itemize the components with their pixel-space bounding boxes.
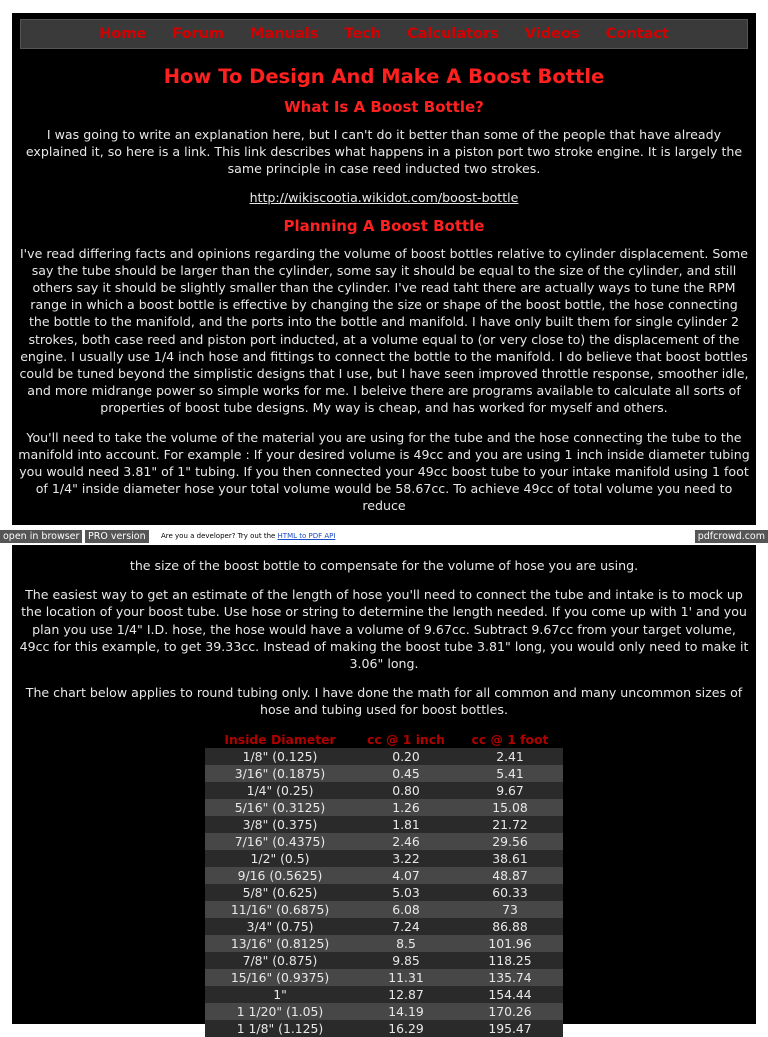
cell-cc-per-inch: 8.5: [355, 935, 457, 952]
table-row: [205, 969, 563, 986]
header-cc-per-foot: cc @ 1 foot: [471, 731, 549, 747]
nav-forum-link[interactable]: Forum: [172, 26, 225, 42]
table-row: [205, 986, 563, 1003]
header-inside-diameter: Inside Diameter: [224, 731, 336, 747]
cell-cc-per-foot: 29.56: [457, 833, 563, 850]
cell-cc-per-foot: 86.88: [457, 918, 563, 935]
pro-version-button[interactable]: PRO version: [85, 530, 149, 543]
section-heading-planning: Planning A Boost Bottle: [283, 216, 485, 235]
cell-cc-per-foot: 101.96: [457, 935, 563, 952]
planning-paragraph-2-continued: the size of the boost bottle to compensate for the volume of hose you are using.: [129, 558, 639, 573]
cell-cc-per-foot: 15.08: [457, 799, 563, 816]
cell-cc-per-foot: 135.74: [457, 969, 563, 986]
top-nav: [20, 19, 748, 49]
cell-cc-per-inch: 2.46: [355, 833, 457, 850]
nav-tech-link[interactable]: Tech: [344, 26, 382, 42]
cell-inside-diameter: 5/8" (0.625): [205, 884, 355, 901]
table-row: [205, 884, 563, 901]
cell-cc-per-foot: 5.41: [457, 765, 563, 782]
cell-inside-diameter: 3/16" (0.1875): [205, 765, 355, 782]
nav-home-link[interactable]: Home: [99, 26, 147, 42]
cell-cc-per-foot: 73: [457, 901, 563, 918]
table-row: [205, 816, 563, 833]
cell-cc-per-foot: 21.72: [457, 816, 563, 833]
cell-cc-per-inch: 3.22: [355, 850, 457, 867]
table-row: [205, 782, 563, 799]
page-2: [12, 545, 756, 1036]
cell-inside-diameter: 5/16" (0.3125): [205, 799, 355, 816]
table-body: [205, 748, 563, 1037]
cell-cc-per-foot: 195.47: [457, 1020, 563, 1037]
section-heading-what-is: What Is A Boost Bottle?: [284, 98, 484, 116]
table-row: [205, 850, 563, 867]
cell-cc-per-inch: 6.08: [355, 901, 457, 918]
cell-inside-diameter: 7/8" (0.875): [205, 952, 355, 969]
nav-calculators-link[interactable]: Calculators: [407, 26, 499, 42]
cell-inside-diameter: 1/4" (0.25): [205, 782, 355, 799]
cell-inside-diameter: 13/16" (0.8125): [205, 935, 355, 952]
pdfcrowd-footer: [0, 529, 768, 543]
cell-inside-diameter: 1/8" (0.125): [205, 748, 355, 765]
cell-inside-diameter: 15/16" (0.9375): [205, 969, 355, 986]
cell-cc-per-inch: 5.03: [355, 884, 457, 901]
cell-inside-diameter: 11/16" (0.6875): [205, 901, 355, 918]
cell-inside-diameter: 1/2" (0.5): [205, 850, 355, 867]
cell-cc-per-foot: 38.61: [457, 850, 563, 867]
what-is-paragraph: I was going to write an explanation here, but I can't do it better than some of the people that have already explained it, so here is a link. This link describes what happens in a piston port two stroke engine. It is largely the same principle in case reed inducted two strokes.: [25, 127, 743, 177]
table-row: [205, 833, 563, 850]
cell-cc-per-foot: 154.44: [457, 986, 563, 1003]
boost-bottle-link[interactable]: http://wikiscootia.wikidot.com/boost-bottle: [249, 189, 519, 205]
table-row: [205, 935, 563, 952]
header-cc-per-inch: cc @ 1 inch: [367, 731, 445, 747]
cell-inside-diameter: 1 1/20" (1.05): [205, 1003, 355, 1020]
tubing-volume-table: [205, 731, 563, 1037]
table-row: [205, 918, 563, 935]
cell-inside-diameter: 1": [205, 986, 355, 1003]
table-row: [205, 748, 563, 765]
cell-cc-per-inch: 0.80: [355, 782, 457, 799]
table-row: [205, 765, 563, 782]
cell-cc-per-inch: 1.26: [355, 799, 457, 816]
cell-cc-per-inch: 16.29: [355, 1020, 457, 1037]
open-in-browser-button[interactable]: open in browser: [0, 530, 82, 543]
cell-cc-per-foot: 118.25: [457, 952, 563, 969]
planning-paragraph-4: The chart below applies to round tubing only. I have done the math for all common and many uncommon sizes of hose and tubing used for boost bottles.: [25, 685, 743, 718]
planning-paragraph-1: I've read differing facts and opinions regarding the volume of boost bottles relative to cylinder displacement. Some say the tube should be larger than the cylinder, some say it should be equal to the size of the cylinder, and still others say it should be slightly smaller than the cylinder. I've read taht there are actually ways to tune the RPM range in which a boost bottle is effective by changing the size or shape of the boost bottle, the hose connecting the bottle to the manifold, and the ports into the bottle and manifold. I have only built them for single cylinder 2 strokes, both case reed and piston port inducted, at a volume equal to (or very close to) the displacement of the engine. I usually use 1/4 inch hose and fittings to connect the bottle to the manifold. I do believe that boost bottles could be tuned beyond the simplistic designs that I use, but I have seen improved throttle response, smoother idle, and more midrange power so simple works for me. I beleive there are programs available to calculate all sorts of properties of boost tube designs. My way is cheap, and has worked for myself and others.: [19, 245, 749, 416]
cell-inside-diameter: 7/16" (0.4375): [205, 833, 355, 850]
page-title: How To Design And Make A Boost Bottle: [163, 65, 605, 88]
cell-cc-per-foot: 2.41: [457, 748, 563, 765]
nav-videos-link[interactable]: Videos: [524, 26, 580, 42]
page-1: [12, 13, 756, 525]
html-to-pdf-api-link[interactable]: HTML to PDF API: [277, 532, 336, 540]
table-row: [205, 867, 563, 884]
pdfcrowd-brand-button[interactable]: pdfcrowd.com: [695, 530, 768, 543]
cell-inside-diameter: 3/4" (0.75): [205, 918, 355, 935]
cell-cc-per-foot: 9.67: [457, 782, 563, 799]
cell-cc-per-inch: 1.81: [355, 816, 457, 833]
cell-cc-per-inch: 4.07: [355, 867, 457, 884]
developer-promo-text: Are you a developer? Try out the: [161, 532, 276, 540]
cell-cc-per-inch: 14.19: [355, 1003, 457, 1020]
table-row: [205, 952, 563, 969]
nav-manuals-link[interactable]: Manuals: [250, 26, 319, 42]
cell-cc-per-inch: 11.31: [355, 969, 457, 986]
cell-cc-per-inch: 7.24: [355, 918, 457, 935]
cell-inside-diameter: 3/8" (0.375): [205, 816, 355, 833]
cell-cc-per-inch: 0.45: [355, 765, 457, 782]
table-row: [205, 901, 563, 918]
cell-inside-diameter: 9/16 (0.5625): [205, 867, 355, 884]
cell-cc-per-foot: 170.26: [457, 1003, 563, 1020]
cell-cc-per-inch: 9.85: [355, 952, 457, 969]
nav-contact-link[interactable]: Contact: [605, 26, 669, 42]
cell-cc-per-inch: 0.20: [355, 748, 457, 765]
cell-cc-per-foot: 60.33: [457, 884, 563, 901]
table-row: [205, 799, 563, 816]
cell-cc-per-foot: 48.87: [457, 867, 563, 884]
table-header-row: [205, 731, 563, 748]
planning-paragraph-2: You'll need to take the volume of the material you are using for the tube and the hose connecting the tube to the manifold into account. For example : If your desired volume is 49cc and you are using 1 inch inside diameter tubing you would need 3.81" of 1" tubing. If you then connected your 49cc boost tube to your intake manifold using 1 foot of 1/4" inside diameter hose your total volume would be 58.67cc. To achieve 49cc of total volume you need to reduce: [18, 429, 750, 514]
table-row: [205, 1003, 563, 1020]
developer-promo: [161, 532, 335, 540]
planning-paragraph-3: The easiest way to get an estimate of the length of hose you'll need to connect the tube and intake is to mock up the location of your boost tube. Use hose or string to determine the length needed. If you come up with 1' and you plan you use 1/4" I.D. hose, the hose would have a volume of 9.67cc. Subtract 9.67cc from your target volume, 49cc for this example, to get 39.33cc. Instead of making the boost tube 3.81" long, you would only need to make it 3.06" long.: [19, 587, 749, 672]
table-row: [205, 1020, 563, 1037]
cell-inside-diameter: 1 1/8" (1.125): [205, 1020, 355, 1037]
cell-cc-per-inch: 12.87: [355, 986, 457, 1003]
